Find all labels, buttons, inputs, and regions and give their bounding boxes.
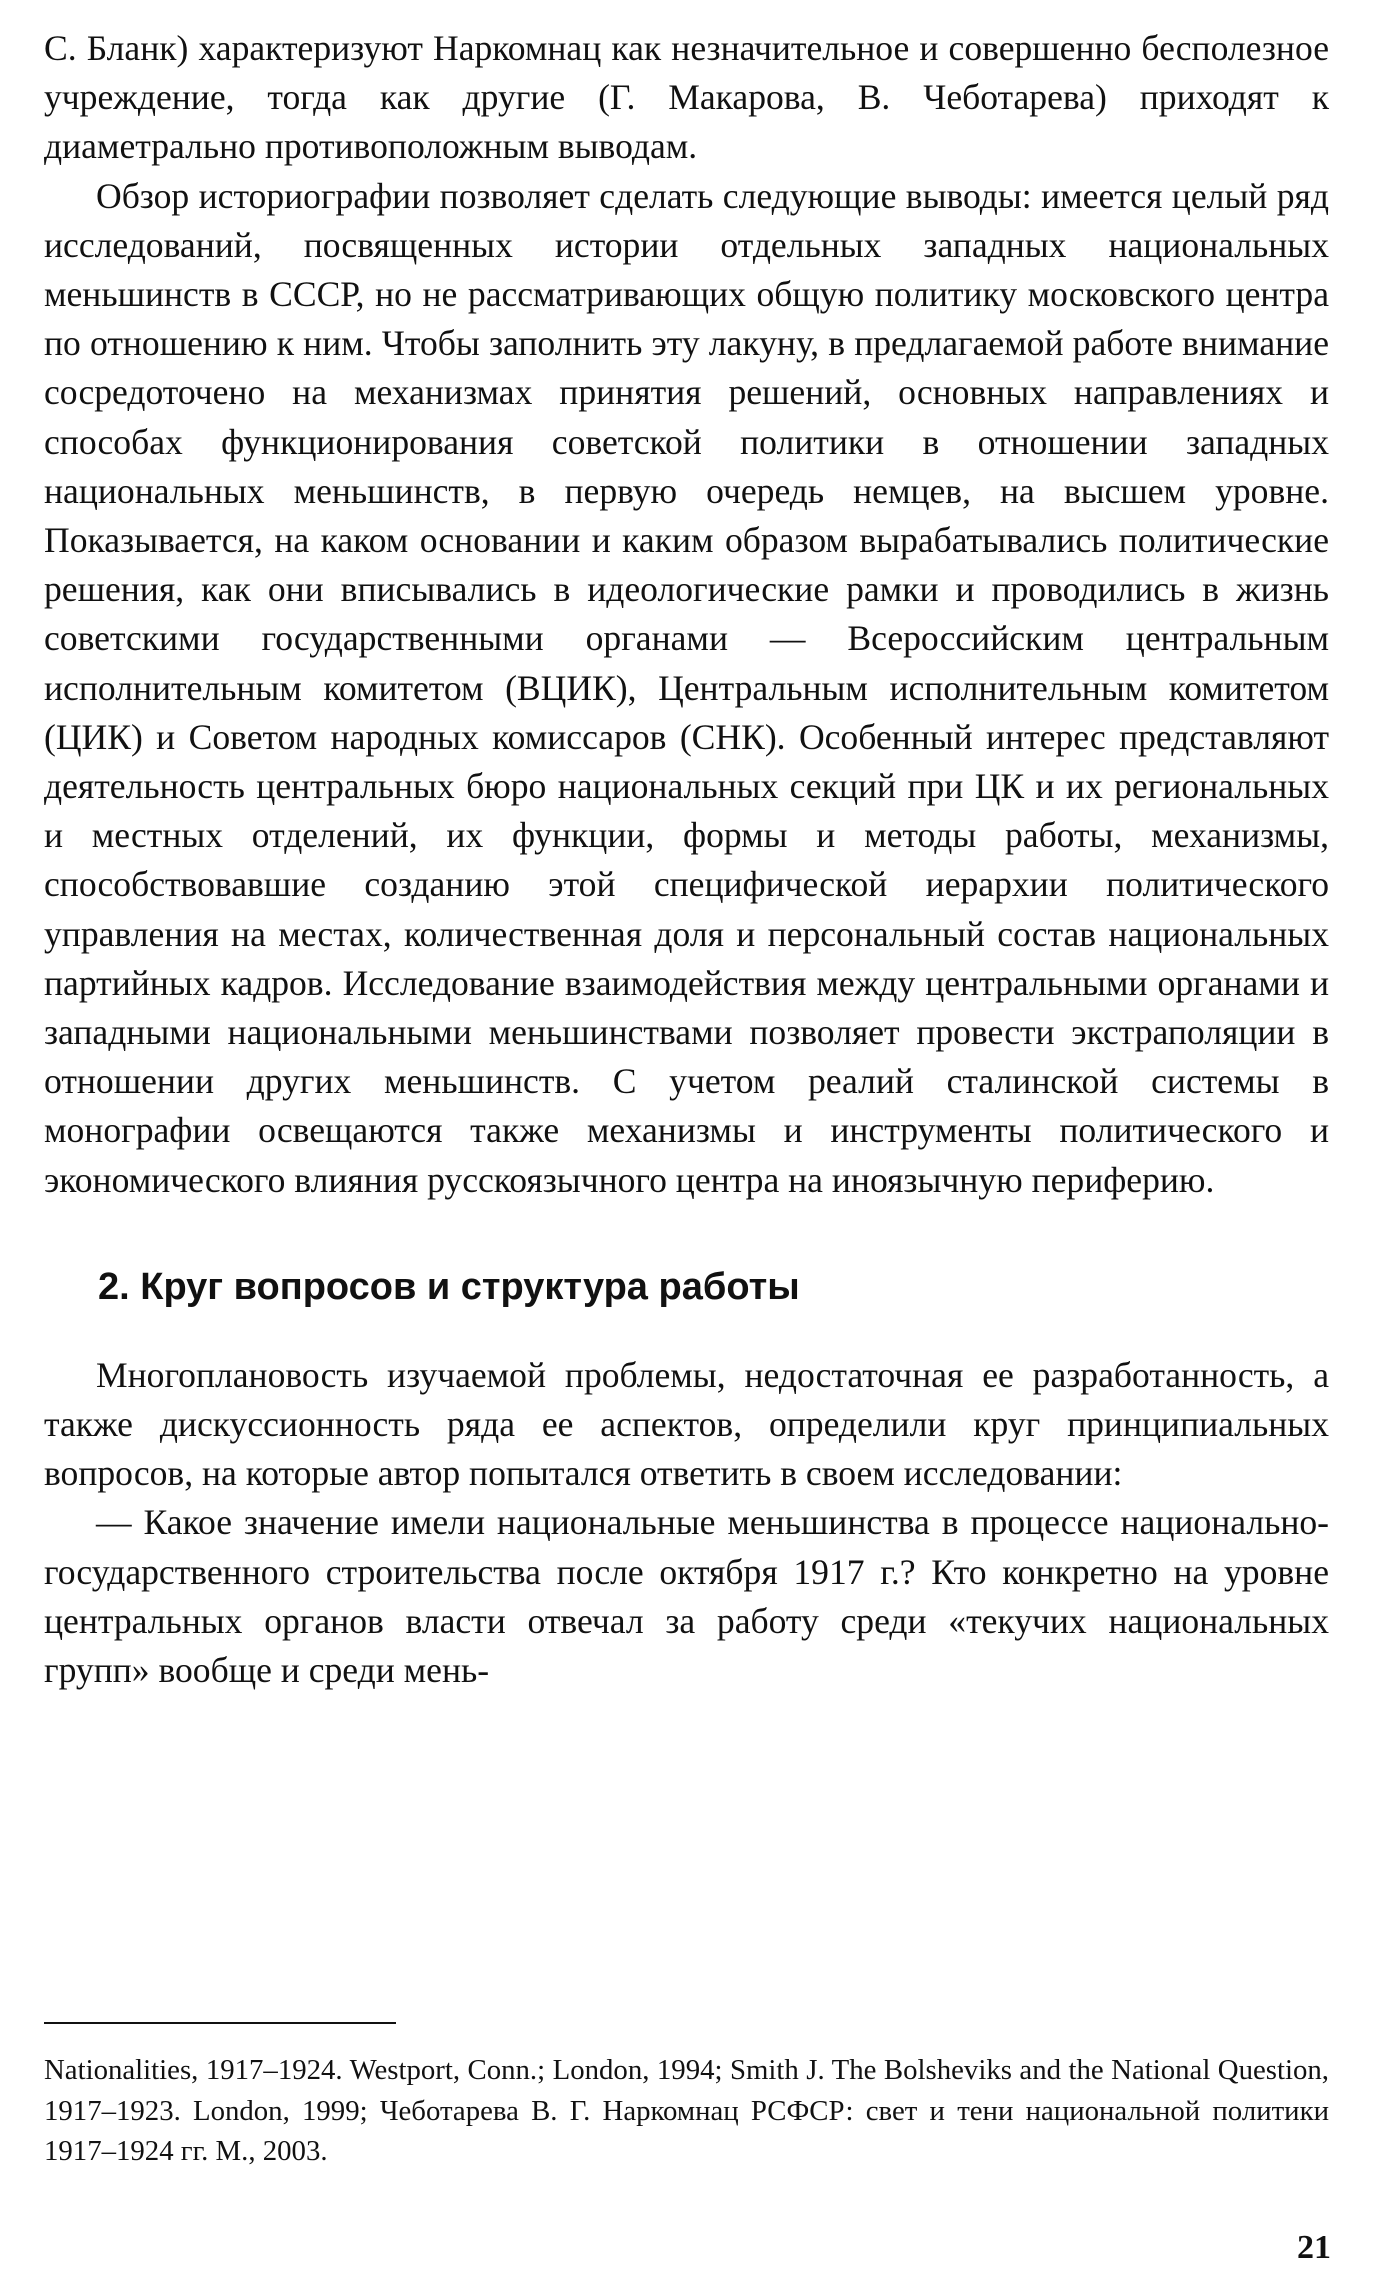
footnote: Nationalities, 1917–1924. Westport, Conn.; London, 1994; Smith J. The Bolsheviks and the National Question, 1917–1923. London, 1999; Чеботарева В. Г. Наркомнац РСФСР: свет и тени национальной политики 1917–1924 гг. М., 2003. xyxy=(44,2054,1329,2167)
paragraph-question-list-item: — Какое значение имели национальные меньшинства в процессе национально-государственного строительства после октября 1917 г.? Кто конкретно на уровне центральных органов власти отвечал за работу среди «текучих национальных групп» вообще и среди мень- xyxy=(44,1502,1329,1691)
page-number: 21 xyxy=(1297,2229,1331,2266)
footnote-divider xyxy=(44,2022,396,2024)
paragraph-continuation: С. Бланк) характеризуют Наркомнац как незначительное и совершенно бесполезное учреждение, тогда как другие (Г. Макарова, В. Чеботарева) приходят к диаметрально противоположным выводам. xyxy=(44,28,1329,167)
page-body xyxy=(44,24,1329,1695)
section-heading: 2. Круг вопросов и структура работы xyxy=(98,1265,800,1308)
paragraph-research-questions: Многоплановость изучаемой проблемы, недостаточная ее разработанность, а также дискуссионность ряда ее аспектов, определили круг принципиальных вопросов, на которые автор попытался ответить в своем исследовании: xyxy=(44,1354,1329,1494)
paragraph-historiography-conclusions: Обзор историографии позволяет сделать следующие выводы: имеется целый ряд исследований, посвященных истории отдельных западных национальных меньшинств в СССР, но не рассматривающих общую политику московского центра по отношению к ним. Чтобы заполнить эту лакуну, в предлагаемой работе внимание сосредоточено на механизмах принятия решений, основных направлениях и способах функционирования советской политики в отношении западных национальных меньшинств, в первую очередь немцев, на высшем уровне. Показывается, на каком основании и каким образом вырабатывались политические решения, как они вписывались в идеологические рамки и проводились в жизнь советскими государственными органами — Всероссийским центральным исполнительным комитетом (ВЦИК), Центральным исполнительным комитетом (ЦИК) и Советом народных комиссаров (СНК). Особенный интерес представляют деятельность центральных бюро национальных секций при ЦК и их региональных и местных отделений, их функции, формы и методы работы, механизмы, способствовавшие созданию этой специфической иерархии политического управления на местах, количественная доля и персональный состав национальных партийных кадров. Исследование взаимодействия между центральными органами и западными национальными меньшинствами позволяет провести экстраполяции в отношении других меньшинств. С учетом реалий сталинской системы в монографии освещаются также механизмы и инструменты политического и экономического влияния русскоязычного центра на иноязычную периферию. xyxy=(44,175,1329,1200)
